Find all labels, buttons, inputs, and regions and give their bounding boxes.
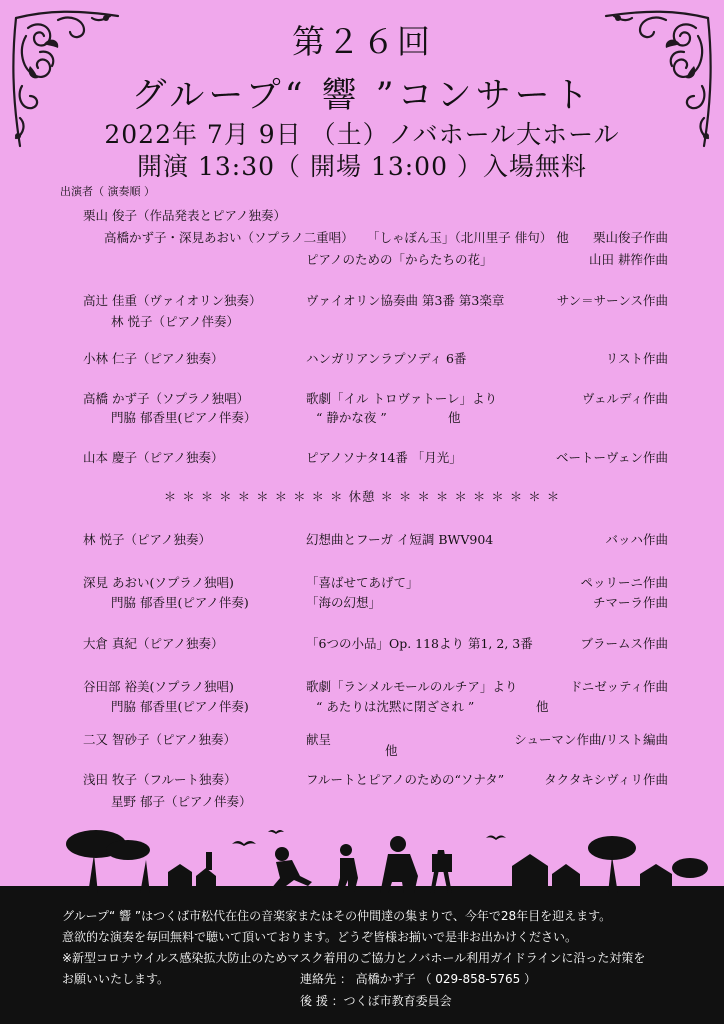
composer: タクタキシヴィリ作曲 [544,772,668,787]
footer-intro: グループ“ 響 ”はつくば市松代在住の音楽家またはその仲間達の集まりで、今年で28年目を迎えます。 [62,909,612,923]
composer: 栗山俊子作曲 [592,230,668,245]
silhouette-village-scene-icon [0,824,724,900]
piece-suffix: 他 [448,410,461,425]
performer: 二又 智砂子（ピアノ独奏） [83,732,236,747]
accompanist: 星野 郁子（ピアノ伴奏） [111,794,252,809]
accompanist: 門脇 郁香里(ピアノ伴奏) [111,699,249,714]
piece: 献呈 [306,732,332,747]
accompanist: 門脇 郁香里(ピアノ伴奏) [111,595,249,610]
composer: 山田 耕筰作曲 [589,252,668,267]
composer: リスト作曲 [605,351,668,366]
composer-2: チマーラ作曲 [592,595,668,610]
piece: フルートとピアノのための“ソナタ” [306,772,505,787]
piece: ピアノのための「からたちの花」 [306,252,493,267]
piece: 幻想曲とフーガ イ短調 BWV904 [306,532,494,547]
edition-number: 第２６回 [292,22,432,61]
performer: 小林 仁子（ピアノ独奏） [83,351,224,366]
composer: ベートーヴェン作曲 [555,450,668,465]
sponsor-info: 後 援 ：つくば市教育委員会 [300,994,452,1008]
composer: シューマン作曲/リスト編曲 [514,732,668,747]
intermission-divider: ＊ ＊ ＊ ＊ ＊ ＊ ＊ ＊ ＊ ＊ 休憩 ＊ ＊ ＊ ＊ ＊ ＊ ＊ ＊ ＊ ＊ [163,489,561,504]
performer: 大倉 真紀（ピアノ独奏） [83,636,224,651]
piece: 「しゃぼん玉」（北川里子 俳句） 他 [367,230,569,245]
accompanist: 門脇 郁香里(ピアノ伴奏） [111,410,257,425]
footer-notice-cont: お願いいたします。 [62,972,170,986]
piece: 歌劇「ランメルモールのルチア」より [306,679,518,694]
contact-info: 連絡先 ： 高橋かず子 （ 029-858-5765 ） [300,972,537,986]
performer: 深見 あおい(ソプラノ独唱) [83,575,234,590]
time-admission: 開演 13:30（ 開場 13:00 ）入場無料 [137,152,587,181]
piece-2: 「海の幻想」 [306,595,382,610]
piece: 「6つの小品」Op. 118より 第1, 2, 3番 [306,636,533,651]
accompanist: 林 悦子（ピアノ伴奏） [111,314,239,329]
performer: 高橋 かず子（ソプラノ独唱） [83,391,250,406]
piece-2: “ 静かな夜 ” [316,410,387,425]
performer: 山本 慶子（ピアノ独奏） [83,450,224,465]
performer: 谷田部 裕美(ソプラノ独唱) [83,679,234,694]
performer: 栗山 俊子（作品発表とピアノ独奏） [83,208,286,223]
concert-title: グループ“ 響 ”コンサート [131,76,593,116]
piece: ピアノソナタ14番 「月光」 [306,450,462,465]
date-venue: 2022年 7月 9日 （土）ノバホール大ホール [104,120,620,149]
composer: ヴェルディ作曲 [581,391,668,406]
piece-suffix: 他 [385,743,398,758]
performer: 浅田 牧子（フルート独奏） [83,772,237,787]
footer-panel [0,893,724,1024]
composer: ドニゼッティ作曲 [569,679,668,694]
footer-notice: ※新型コロナウイルス感染拡大防止のためマスク着用のご協力とノバホール利用ガイドラインに沿った対策を [62,951,646,965]
performer: 林 悦子（ピアノ独奏） [83,532,211,547]
performer: 高辻 佳重（ヴァイオリン独奏） [83,293,262,308]
piece: ヴァイオリン協奏曲 第3番 第3楽章 [306,293,505,308]
composer: ペッリーニ作曲 [580,575,668,590]
program-label: 出演者（ 演奏順 ） [60,185,155,198]
composer: サン＝サーンス作曲 [556,293,668,308]
piece: 歌劇「イル トロヴァトーレ」より [306,391,498,406]
piece: ハンガリアンラプソディ 6番 [306,351,467,366]
performer-duet: 高橋かず子・深見あおい（ソプラノ二重唱） [104,230,354,245]
piece-suffix: 他 [536,699,549,714]
composer: バッハ作曲 [605,532,668,547]
piece-2: “ あたりは沈黙に閉ざされ ” [316,699,475,714]
composer: ブラームス作曲 [580,636,668,651]
footer-invitation: 意欲的な演奏を毎回無料で聴いて頂いております。どうぞ皆様お揃いで是非お出かけください。 [62,930,578,944]
piece: 「喜ばせてあげて」 [306,575,419,590]
